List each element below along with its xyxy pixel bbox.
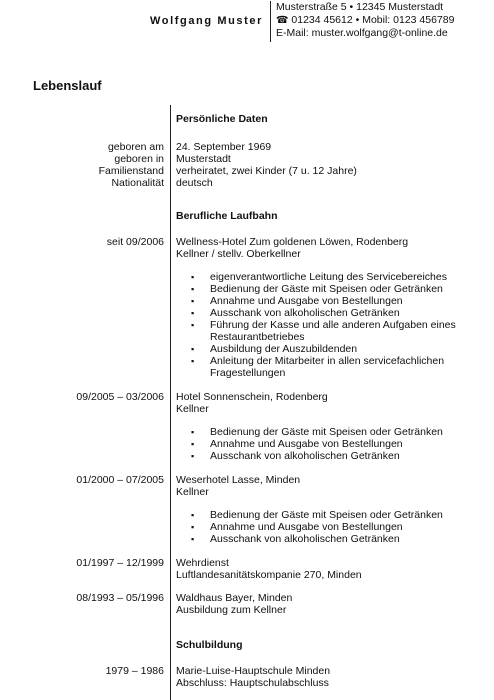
duty-item: ▪ Bedienung der Gäste mit Speisen oder Getränken <box>210 283 456 295</box>
duty-item-continuation: Fragestellungen <box>210 367 286 379</box>
duty-item: ▪ Bedienung der Gäste mit Speisen oder Getränken <box>210 426 443 438</box>
school-degree: Abschluss: Hauptschulabschluss <box>176 677 329 689</box>
label-birthdate: geboren am <box>107 141 164 153</box>
career-employer: Waldhaus Bayer, Minden <box>176 592 293 604</box>
career-employer: Wellness-Hotel Zum goldenen Löwen, Rodenberg <box>176 236 409 248</box>
phone-text: 01234 45612 • Mobil: 0123 456789 <box>291 14 455 26</box>
career-period: 01/1997 – 12/1999 <box>76 557 164 569</box>
career-duties-list <box>210 343 444 367</box>
duty-item: ▪ Ausbildung der Auszubildenden <box>210 343 444 355</box>
value-birthdate: 24. September 1969 <box>176 141 272 153</box>
career-position: Kellner <box>176 486 209 498</box>
header-divider <box>270 1 271 42</box>
duty-item: ▪ Annahme und Ausgabe von Bestellungen <box>210 521 443 533</box>
duty-item: ▪ eigenverantwortliche Leitung des Servicebereiches <box>210 271 456 283</box>
timeline-divider <box>170 105 171 700</box>
section-heading-career: Berufliche Laufbahn <box>176 210 278 222</box>
duty-item: ▪ Anleitung der Mitarbeiter in allen servicefachlichen <box>210 355 444 367</box>
career-position: Luftlandesanitätskompanie 270, Minden <box>176 569 362 581</box>
career-employer: Wehrdienst <box>176 557 229 569</box>
career-position: Kellner <box>176 403 209 415</box>
email-line: E-Mail: muster.wolfgang@t-online.de <box>276 27 448 39</box>
duty-item: ▪ Annahme und Ausgabe von Bestellungen <box>210 295 456 307</box>
career-duties-list <box>210 271 456 331</box>
duty-item: ▪ Bedienung der Gäste mit Speisen oder Getränken <box>210 509 443 521</box>
career-period: 09/2005 – 03/2006 <box>76 391 164 403</box>
career-duties-list <box>210 426 443 462</box>
duty-item: ▪ Ausschank von alkoholischen Getränken <box>210 533 443 545</box>
applicant-name: Wolfgang Muster <box>149 15 263 27</box>
value-marital-status: verheiratet, zwei Kinder (7 u. 12 Jahre) <box>176 165 357 177</box>
label-nationality: Nationalität <box>111 177 164 189</box>
value-birthplace: Musterstadt <box>176 153 231 165</box>
phone-line <box>276 14 454 27</box>
duty-item-continuation: Restaurantbetriebes <box>210 331 305 343</box>
contact-block <box>276 1 454 40</box>
duty-item: ▪ Ausschank von alkoholischen Getränken <box>210 450 443 462</box>
career-position: Kellner / stellv. Oberkellner <box>176 248 301 260</box>
career-employer: Hotel Sonnenschein, Rodenberg <box>176 391 328 403</box>
section-heading-personal: Persönliche Daten <box>176 113 268 125</box>
label-marital-status: Familienstand <box>98 165 164 177</box>
duty-item: ▪ Ausschank von alkoholischen Getränken <box>210 307 456 319</box>
page-title: Lebenslauf <box>33 78 102 93</box>
career-period: seit 09/2006 <box>106 236 164 248</box>
school-name: Marie-Luise-Hauptschule Minden <box>176 665 331 677</box>
school-period: 1979 – 1986 <box>105 665 164 677</box>
address-line: Musterstraße 5 • 12345 Musterstadt <box>276 1 444 13</box>
career-employer: Weserhotel Lasse, Minden <box>176 474 301 486</box>
duty-item: ▪ Annahme und Ausgabe von Bestellungen <box>210 438 443 450</box>
duty-item: ▪ Führung der Kasse und alle anderen Aufgaben eines <box>210 319 456 331</box>
career-duties-list <box>210 509 443 545</box>
section-heading-school: Schulbildung <box>176 639 243 651</box>
value-nationality: deutsch <box>176 177 213 189</box>
label-birthplace: geboren in <box>114 153 164 165</box>
career-position: Ausbildung zum Kellner <box>176 604 287 616</box>
phone-icon: ☎ <box>276 15 289 26</box>
career-period: 08/1993 – 05/1996 <box>76 592 164 604</box>
career-period: 01/2000 – 07/2005 <box>76 474 164 486</box>
